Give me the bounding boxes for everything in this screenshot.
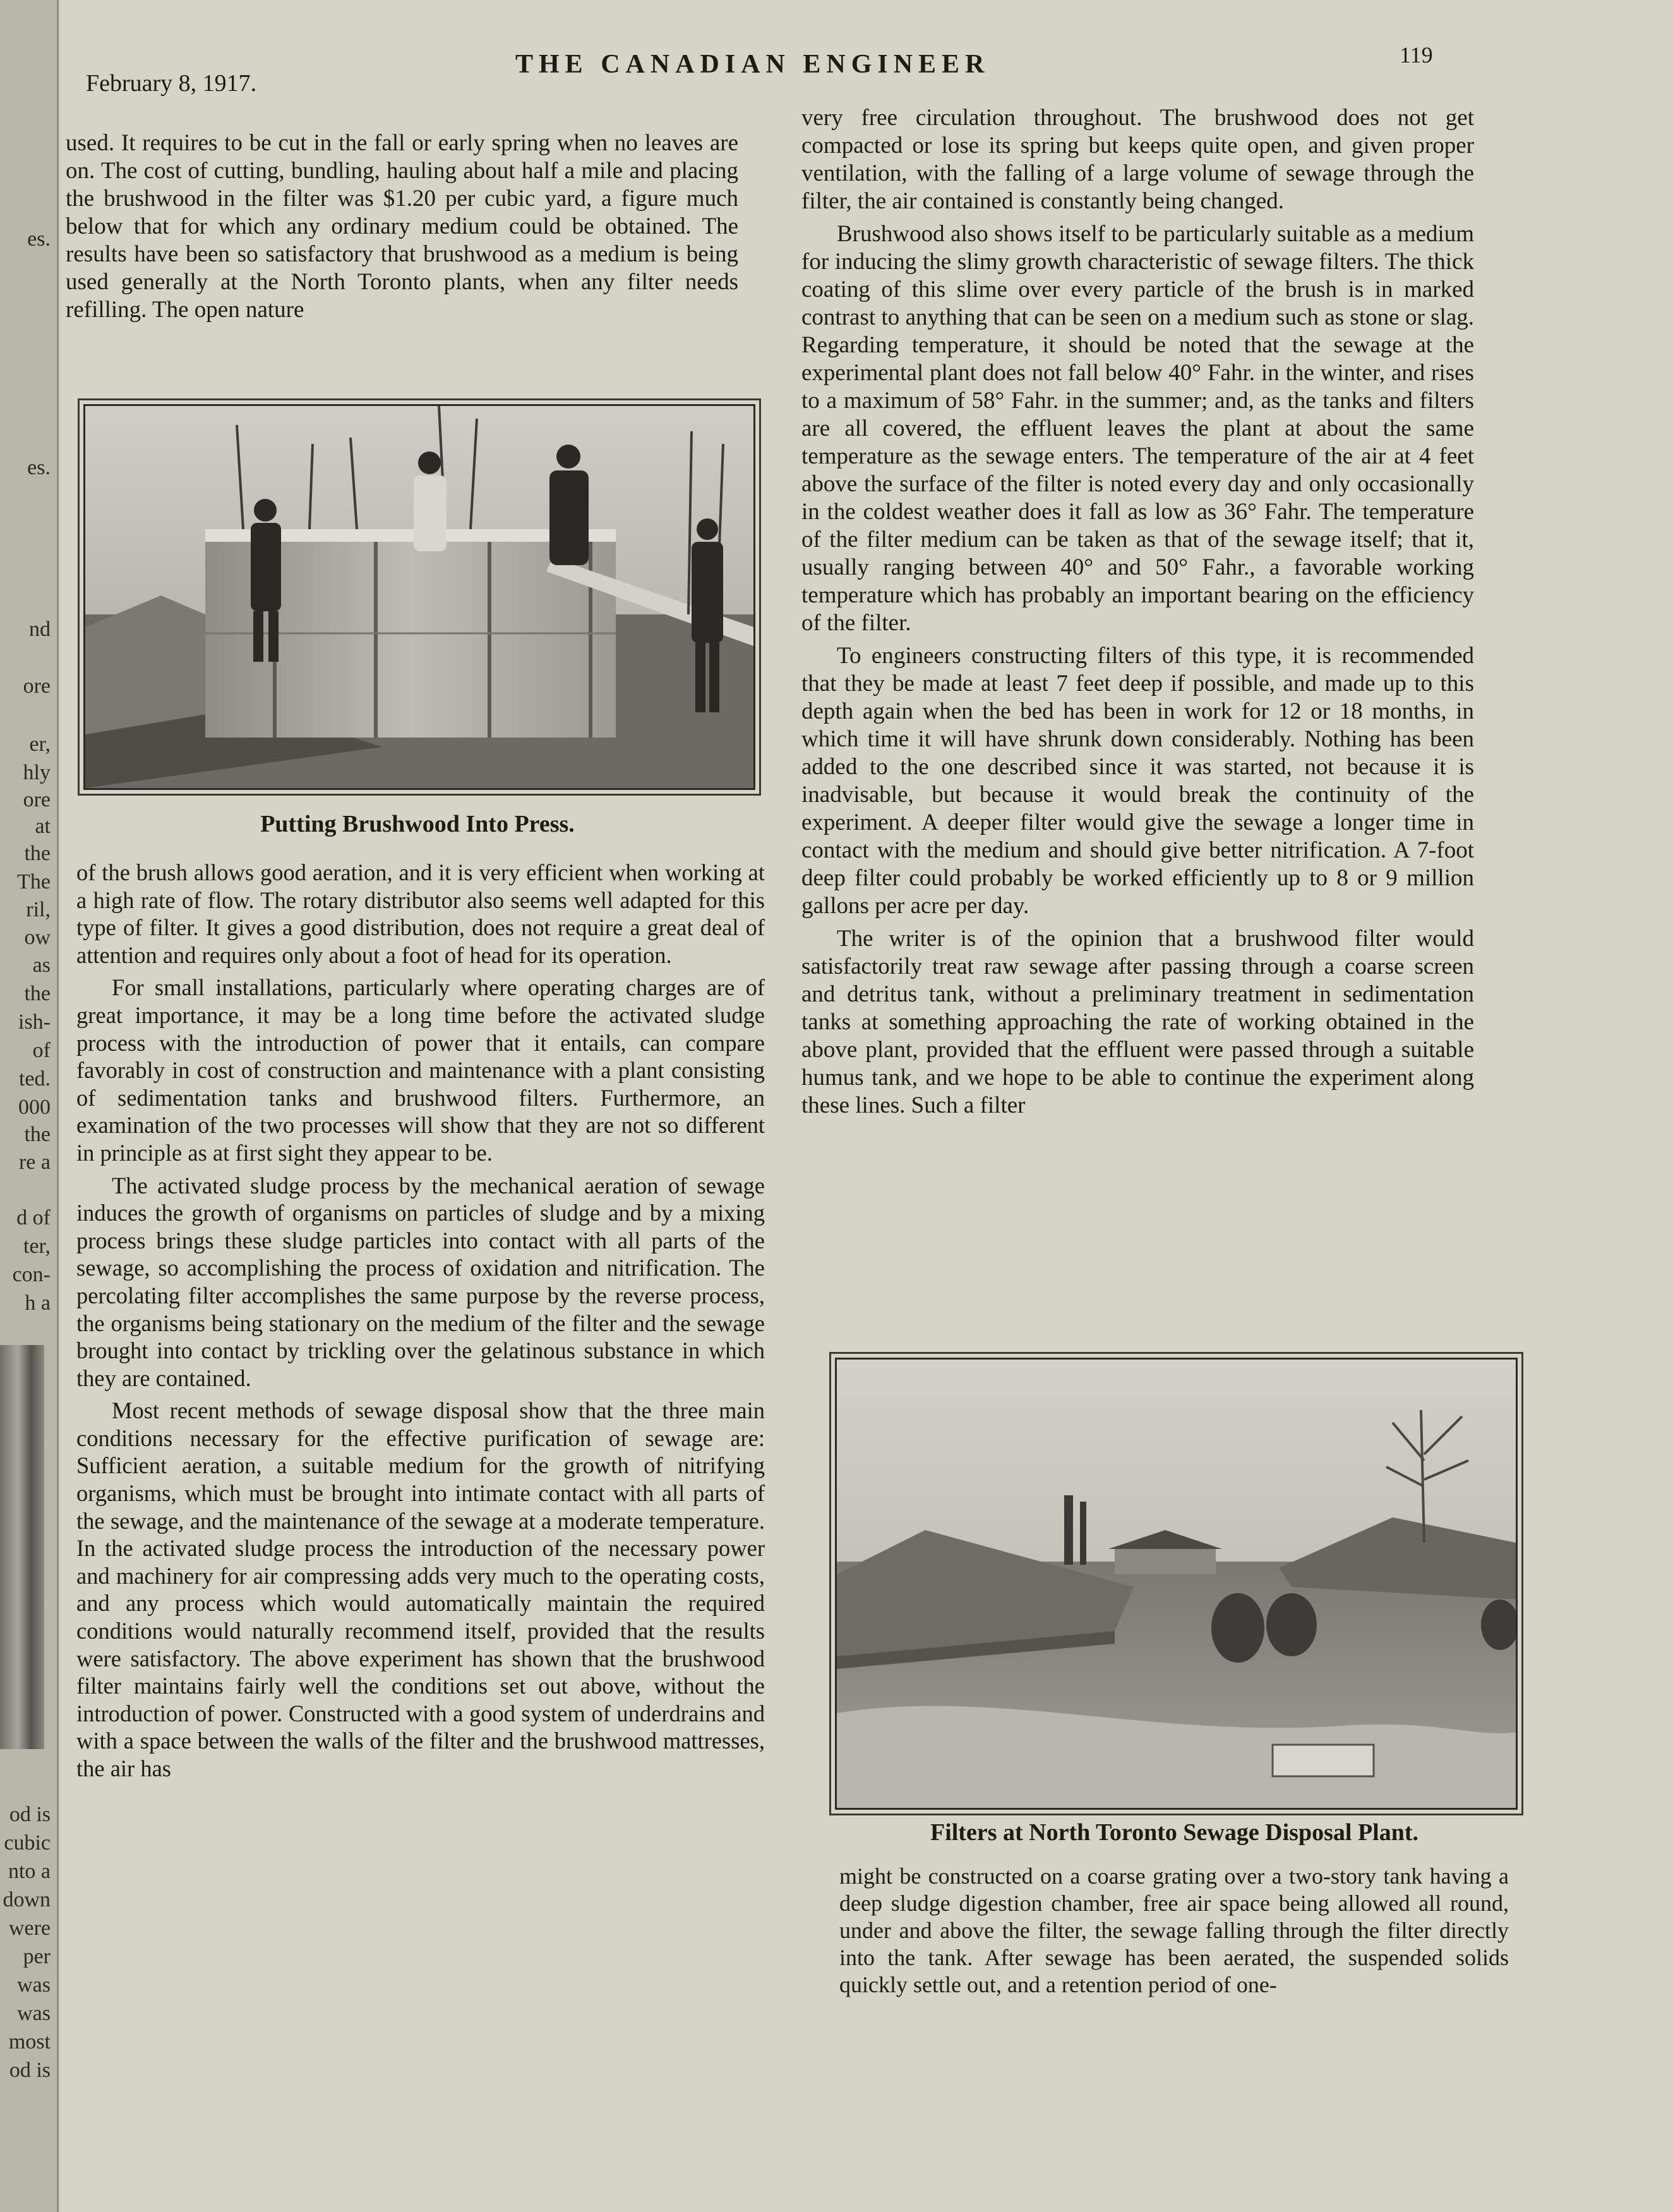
prev-fragment: ter,: [23, 1235, 51, 1258]
prev-page-photo: [0, 1345, 44, 1749]
prev-fragment: per: [23, 1945, 51, 1968]
prev-fragment: the: [24, 842, 51, 865]
prev-fragment: ore: [23, 674, 51, 698]
brushwood-press-photo: [83, 404, 755, 790]
column1-bottom-text: [76, 859, 765, 1788]
prev-fragment: ore: [23, 788, 51, 811]
prev-fragment: con-: [12, 1263, 51, 1286]
prev-fragment: ted.: [18, 1067, 51, 1091]
photo1-caption: Putting Brushwood Into Press.: [260, 811, 575, 837]
prev-fragment: were: [8, 1916, 51, 1940]
prev-fragment: down: [3, 1888, 51, 1911]
prev-fragment: nd: [29, 618, 51, 641]
prev-fragment: as: [32, 954, 51, 977]
prev-fragment: the: [24, 982, 51, 1005]
prev-fragment: od is: [9, 2059, 51, 2082]
prev-fragment: ril,: [26, 898, 51, 921]
column2-bottom-text: [839, 1863, 1509, 2004]
paragraph: very free circulation throughout. The brushwood does not get compacted or lose its spring but keeps quite open, and given proper ventilation, with the falling of a large volume of sewage through the filter, the air contained is constantly being changed.: [801, 105, 1474, 214]
prev-fragment: es.: [27, 227, 51, 251]
page-number: 119: [1400, 42, 1433, 68]
prev-fragment: of: [32, 1039, 51, 1062]
column1-top-text: [66, 129, 738, 329]
paragraph: might be constructed on a coarse grating over a two-story tank having a deep sludge digestion chamber, free air space being allowed all round, under and above the filter, the sewage falling through the filter directly into the tank. After sewage has been aerated, the suspended solids quickly settle out, and a retention period of one-: [839, 1863, 1509, 1997]
previous-page-edge: [0, 0, 59, 2212]
prev-fragment: od is: [9, 1803, 51, 1826]
column2-top-text: [801, 104, 1474, 1125]
prev-fragment: ish-: [18, 1010, 51, 1034]
prev-fragment: es.: [27, 456, 51, 479]
journal-title: THE CANADIAN ENGINEER: [515, 50, 990, 79]
prev-fragment: nto a: [8, 1860, 51, 1883]
prev-fragment: h a: [25, 1291, 51, 1315]
paragraph: Most recent methods of sewage disposal show that the three main conditions necessary for the effective purification of sewage are: Sufficient aeration, a suitable medium for the growth of nitrifying organisms, which must be brought into intimate contact with all parts of the sewage, and the maintenance of the sewage at a moderate temperature. In the activated sludge process the introduction of the necessary power and machinery for air compressing adds very much to the operating costs, and any process which would automatically maintain the required conditions would naturally recommend itself, provided that the results were satisfactory. The above experiment has shown that the brushwood filter maintains fairly well the conditions set out above, without the introduction of power. Constructed with a good system of underdrains and with a space between the walls of the filter and the brushwood mattresses, the air has: [76, 1397, 765, 1781]
prev-fragment: was: [17, 1973, 51, 1997]
paragraph: used. It requires to be cut in the fall or early spring when no leaves are on. The cost of cutting, bundling, hauling about half a mile and placing the brushwood in the filter was $1.20 per cubic yard, a figure much below that for which any ordinary medium could be obtained. The results have been so satisfactory that brushwood as a medium is being used generally at the North Toronto plants, when any filter needs refilling. The open nature: [66, 130, 738, 323]
paragraph: of the brush allows good aeration, and it is very efficient when working at a high rate of flow. The rotary distributor also seems well adapted for this type of filter. It gives a good distribution, does not require a great deal of attention and requires only about a foot of head for its operation.: [76, 859, 765, 968]
journal-page: [61, 0, 1673, 2212]
prev-fragment: d of: [16, 1206, 51, 1229]
prev-fragment: er,: [29, 732, 51, 756]
prev-fragment: was: [17, 2002, 51, 2025]
prev-fragment: ow: [24, 926, 51, 949]
prev-fragment: at: [35, 815, 51, 838]
paragraph: Brushwood also shows itself to be particularly suitable as a medium for inducing the slimy growth characteristic of sewage filters. The thick coating of this slime over every particle of the brush is in marked contrast to anything that can be seen on a medium such as stone or slag. Regarding temperature, it should be noted that the sewage at the experimental plant does not fall below 40° Fahr. in the winter, and rises to a maximum of 58° Fahr. in the summer; and, as the tanks and filters are all covered, the effluent leaves the plant at about the same temperature as the sewage enters. The temperature of the air at 4 feet above the surface of the filter is noted every day and only occasionally in the coldest weather does it fall as low as 36° Fahr. The temperature of the filter medium can be taken as that of the sewage itself; that it, usually ranging between 40° and 50° Fahr., a favorable working temperature which has probably an important bearing on the efficiency of the filter.: [801, 221, 1474, 636]
paragraph: For small installations, particularly where operating charges are of great importance, it may be a long time before the activated sludge process with the introduction of power that it entails, can compare favorably in cost of construction and maintenance with a plant consisting of sedimentation tanks and brushwood filters. Furthermore, an examination of the two processes will show that they are not so different in principle as at first sight they appear to be.: [76, 974, 765, 1166]
prev-fragment: re a: [18, 1151, 51, 1174]
prev-fragment: The: [17, 870, 51, 894]
prev-fragment: 000: [18, 1096, 51, 1119]
paragraph: The activated sludge process by the mechanical aeration of sewage induces the growth of organisms on particles of sludge and by a mixing process brings these sludge particles into contact with all parts of the sewage, so accomplishing the process of oxidation and nitrification. The percolating filter accomplishes the same purpose by the reverse process, the organisms being stationary on the medium of the filter and the sewage brought into contact by trickling over the gelatinous substance in which they are contained.: [76, 1172, 765, 1391]
page-header: [61, 38, 1673, 95]
paragraph: The writer is of the opinion that a brushwood filter would satisfactorily treat raw sewage after passing through a coarse screen and detritus tank, without a preliminary treatment in sedimentation tanks at something approaching the rate of working obtained in the above plant, provided that the effluent were passed through a suitable humus tank, and we hope to be able to continue the experiment along these lines. Such a filter: [801, 926, 1474, 1118]
prev-fragment: hly: [23, 761, 51, 784]
prev-fragment: cubic: [4, 1831, 51, 1855]
north-toronto-filters-photo: [835, 1358, 1518, 1810]
paragraph: To engineers constructing filters of this type, it is recommended that they be made at least 7 feet deep if possible, and made up to this depth again when the bed has been in work for 12 or 18 months, in which time it will have shrunk down considerably. Nothing has been added to the one described since it was started, not because it is inadvisable, but because it would break the continuity of the experiment. A deeper filter would give the sewage a longer time in contact with the medium and should give better nitrification. A 7-foot deep filter could probably be worked efficiently up to 8 or 9 million gallons per acre per day.: [801, 643, 1474, 919]
issue-date: February 8, 1917.: [86, 70, 257, 97]
photo2-caption: Filters at North Toronto Sewage Disposal Plant.: [930, 1819, 1419, 1846]
prev-fragment: the: [24, 1123, 51, 1146]
prev-fragment: most: [8, 2030, 51, 2054]
